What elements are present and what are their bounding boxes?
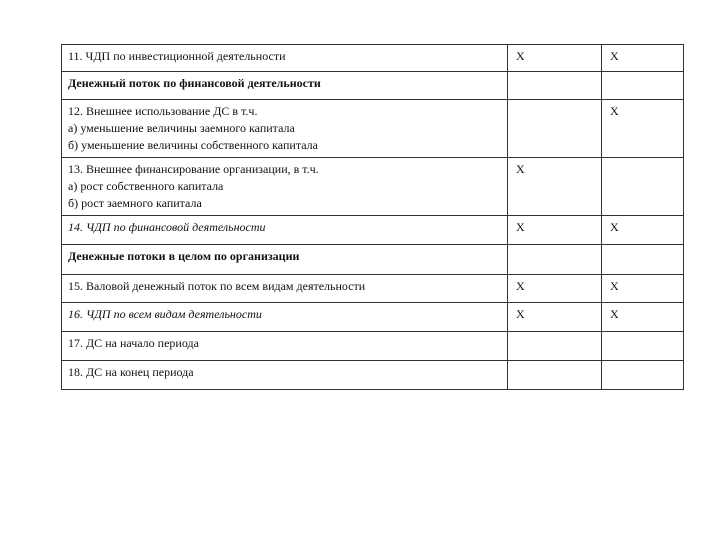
column-3-cell: Х (602, 100, 684, 158)
indicator-text-line: а) уменьшение величины заемного капитала (68, 121, 295, 135)
column-3-cell (602, 332, 684, 361)
indicator-cell (62, 332, 508, 361)
column-3-cell (602, 245, 684, 275)
indicator-text-line: Денежные потоки в целом по организации (68, 249, 300, 263)
table-row (62, 303, 684, 332)
table-row (62, 361, 684, 390)
table-body (62, 45, 684, 390)
indicator-cell (62, 216, 508, 245)
column-3-cell: Х (602, 45, 684, 72)
indicator-cell (62, 45, 508, 72)
column-2-cell (508, 245, 602, 275)
column-2-cell: Х (508, 303, 602, 332)
table-row (62, 45, 684, 72)
indicator-text-line: 12. Внешнее использование ДС в т.ч. (68, 104, 258, 118)
indicator-cell (62, 361, 508, 390)
indicator-text-line: 11. ЧДП по инвестиционной деятельности (68, 49, 286, 63)
table-row (62, 100, 684, 158)
indicator-text-line: 16. ЧДП по всем видам деятельности (68, 307, 262, 321)
cash-flow-table-container (61, 44, 684, 390)
indicator-text-line: а) рост собственного капитала (68, 179, 224, 193)
section-title-cell (62, 72, 508, 100)
column-2-cell: Х (508, 216, 602, 245)
indicator-text-line: 14. ЧДП по финансовой деятельности (68, 220, 266, 234)
column-2-cell: Х (508, 45, 602, 72)
column-3-cell (602, 72, 684, 100)
column-3-cell (602, 158, 684, 216)
indicator-text-line: 15. Валовой денежный поток по всем видам деятельности (68, 279, 366, 293)
table-row (62, 158, 684, 216)
indicator-text-line: б) уменьшение величины собственного капитала (68, 138, 318, 152)
indicator-cell (62, 158, 508, 216)
indicator-text-line: 13. Внешнее финансирование организации, в т.ч. (68, 162, 319, 176)
column-2-cell (508, 361, 602, 390)
section-header-row (62, 245, 684, 275)
cash-flow-table (61, 44, 684, 390)
indicator-cell (62, 303, 508, 332)
table-row (62, 275, 684, 303)
indicator-cell (62, 275, 508, 303)
column-3-cell: Х (602, 303, 684, 332)
section-header-row (62, 72, 684, 100)
indicator-cell (62, 100, 508, 158)
indicator-text-line: 17. ДС на начало периода (68, 336, 199, 350)
indicator-text-line: 18. ДС на конец периода (68, 365, 194, 379)
indicator-text-line: б) рост заемного капитала (68, 196, 202, 210)
column-2-cell: Х (508, 275, 602, 303)
column-3-cell: Х (602, 216, 684, 245)
column-2-cell (508, 332, 602, 361)
table-row (62, 332, 684, 361)
column-3-cell (602, 361, 684, 390)
table-row (62, 216, 684, 245)
indicator-text-line: Денежный поток по финансовой деятельности (68, 76, 321, 90)
section-title-cell (62, 245, 508, 275)
column-2-cell (508, 100, 602, 158)
column-3-cell: Х (602, 275, 684, 303)
column-2-cell: Х (508, 158, 602, 216)
column-2-cell (508, 72, 602, 100)
